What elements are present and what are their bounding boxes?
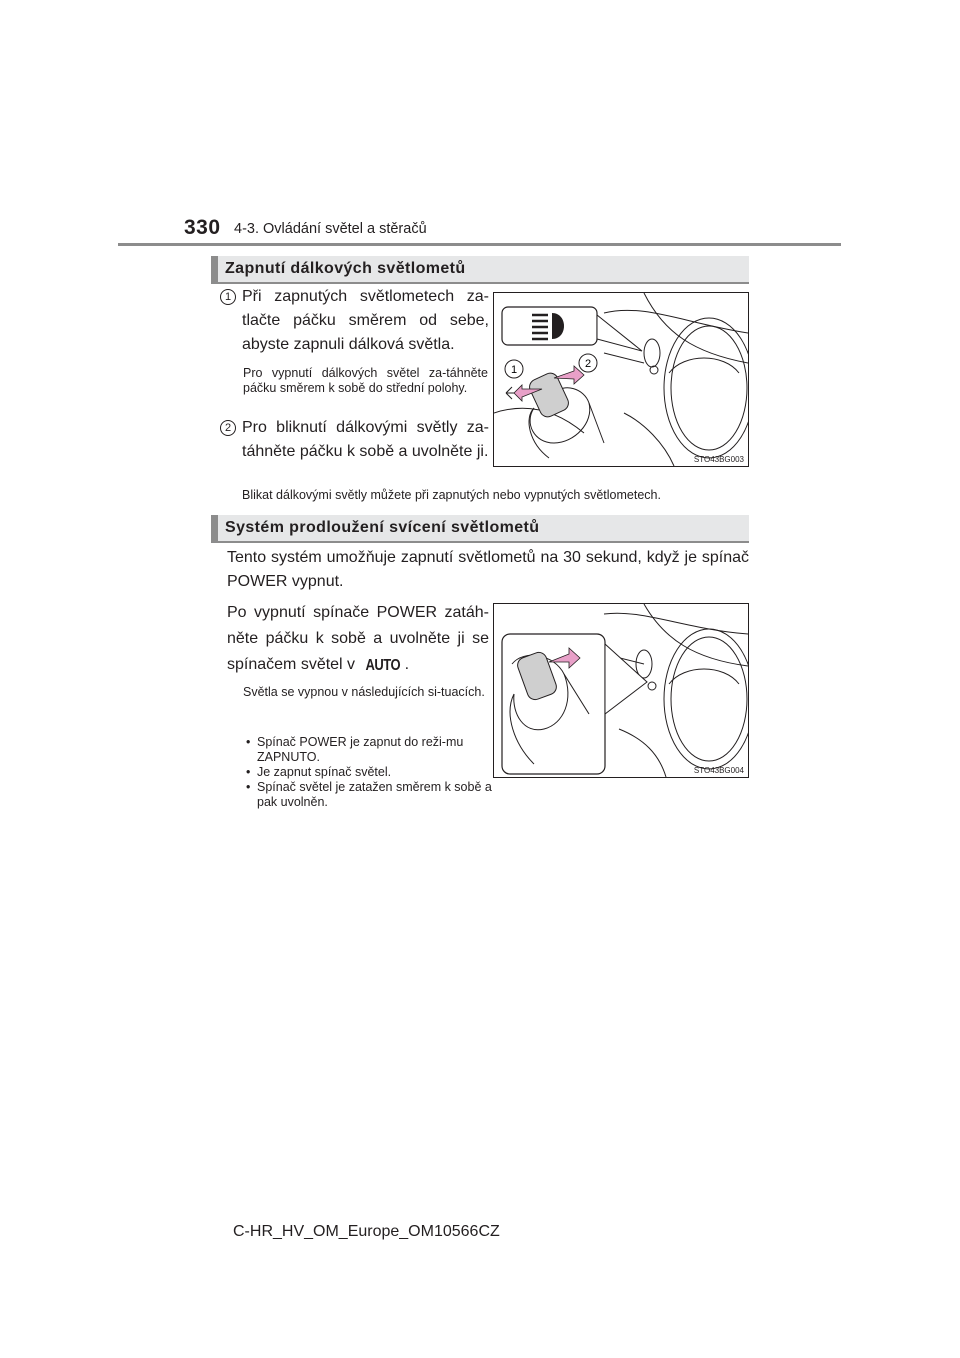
section-header-headlight-delay: [211, 515, 749, 543]
step-number-1: 1: [220, 289, 236, 305]
document-id: C-HR_HV_OM_Europe_OM10566CZ: [233, 1223, 500, 1240]
step-number-2: 2: [220, 420, 236, 436]
list-item: • Spínač POWER je zapnut do reži-mu ZAPNUTO.: [243, 735, 493, 765]
list-item: • Je zapnut spínač světel.: [243, 765, 493, 780]
section-title: Systém prodloužení svícení světlometů: [225, 519, 540, 536]
figure-headlight-delay: [493, 603, 749, 778]
conditions-list: [243, 735, 493, 810]
section-header-high-beam: [211, 256, 749, 284]
dashboard-illustration: [494, 293, 748, 466]
callout-2: 2: [584, 358, 592, 370]
callout-1: 1: [510, 364, 518, 376]
chapter-title: 4-3. Ovládání světel a stěračů: [234, 221, 427, 237]
figure-code: STO43BG003: [693, 455, 744, 464]
figure-high-beam-lever: [493, 292, 749, 467]
section-2-note: Světla se vypnou v následujících si-tuacích.: [243, 685, 485, 699]
header-rule: [118, 243, 841, 246]
step-1-text: Při zapnutých světlometech za-tlačte páčku směrem od sebe, abyste zapnuli dálková světla.: [242, 288, 489, 353]
section-title: Zapnutí dálkových světlometů: [225, 260, 466, 277]
page-number: 330: [184, 216, 221, 239]
section-1-note: Blikat dálkovými světly můžete při zapnutých nebo vypnutých světlometech.: [242, 488, 661, 502]
section-2-intro: Tento systém umožňuje zapnutí světlometů na 30 sekund, když je spínač POWER vypnut.: [227, 549, 749, 590]
auto-symbol: AUTO: [365, 655, 401, 674]
list-item: • Spínač světel je zatažen směrem k sobě a pak uvolněn.: [243, 780, 493, 810]
figure-code: STO43BG004: [693, 766, 744, 775]
step-1-note: Pro vypnutí dálkových světel za-táhněte páčku směrem k sobě do střední polohy.: [243, 366, 488, 395]
section-2-instruction: Po vypnutí spínače POWER zatáh-něte páčku k sobě a uvolněte ji se spínačem světel v AUTO .: [227, 600, 489, 678]
dashboard-illustration: [494, 604, 748, 777]
step-2-text: Pro bliknutí dálkovými světly za-táhněte páčku k sobě a uvolněte ji.: [242, 419, 489, 460]
